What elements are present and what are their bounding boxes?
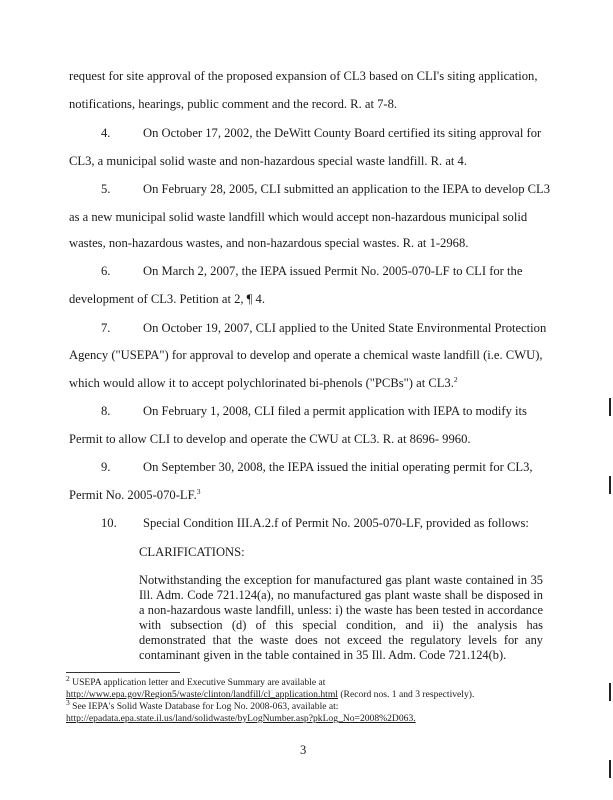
scan-mark (609, 476, 611, 494)
scan-mark (609, 398, 611, 416)
paragraph-number: 5. (101, 182, 111, 196)
paragraph-line (69, 376, 458, 391)
footnote-text: (Record nos. 1 and 3 respectively). (337, 689, 475, 700)
footnote-link[interactable]: http://www.epa.gov/Region5/waste/clinton/landfill/cl_application.html (66, 689, 338, 700)
paragraph-first-line: On September 30, 2008, the IEPA issued the initial operating permit for CL3, (143, 460, 533, 474)
text-line: request for site approval of the proposed expansion of CL3 based on CLI's siting application, (69, 69, 538, 83)
paragraph-first-line: On October 17, 2002, the DeWitt County Board certified its siting approval for (143, 126, 542, 140)
text-line: notifications, hearings, public comment and the record. R. at 7-8. (69, 97, 398, 111)
paragraph-first-line: On February 1, 2008, CLI filed a permit application with IEPA to modify its (143, 404, 527, 418)
page-number: 3 (300, 743, 307, 757)
quote-body: Notwithstanding the exception for manufactured gas plant waste contained in 35 Ill. Adm. Code 721.124(a), no manufactured gas plant waste shall be disposed in a non-hazardous waste landfill, unless: i) the waste has been tested in accordance with subsection (d) of this special condition, and ii) the analysis has demonstrated that the waste does not exceed the regulatory levels for any contaminant given in the table contained in 35 Ill. Adm. Code 721.124(b). (139, 573, 543, 662)
paragraph-line (69, 488, 200, 503)
paragraph-line-text: which would allow it to accept polychlorinated bi-phenols ("PCBs") at CL3. (69, 376, 454, 390)
footnote-text: USEPA application letter and Executive Summary are available at (69, 677, 326, 688)
footnote-divider (66, 672, 180, 673)
footnote-3 (66, 697, 339, 713)
paragraph-line: development of CL3. Petition at 2, ¶ 4. (69, 292, 265, 306)
footnote-3-cont (66, 713, 416, 725)
paragraph-number: 8. (101, 404, 111, 418)
paragraph-number: 9. (101, 460, 111, 474)
scan-mark (609, 760, 611, 778)
paragraph-line: CL3, a municipal solid waste and non-hazardous special waste landfill. R. at 4. (69, 154, 468, 168)
paragraph-number: 7. (101, 321, 111, 335)
footnote-link[interactable]: http://epadata.epa.state.il.us/land/solidwaste/byLogNumber.asp?pkLog_No=2008%2D063. (66, 713, 416, 724)
paragraph-first-line: On March 2, 2007, the IEPA issued Permit No. 2005-070-LF to CLI for the (143, 264, 523, 278)
quote-heading: CLARIFICATIONS: (139, 545, 245, 559)
footnote-ref: 3 (196, 486, 201, 496)
footnote-mark: 2 (66, 673, 70, 683)
paragraph-line-text: Permit No. 2005-070-LF. (69, 488, 197, 502)
paragraph-first-line: On October 19, 2007, CLI applied to the United State Environmental Protection (143, 321, 547, 335)
footnote-2-cont (66, 689, 474, 701)
footnote-mark: 3 (66, 697, 70, 707)
paragraph-line: wastes, non-hazardous wastes, and non-hazardous special wastes. R. at 1-2968. (69, 236, 469, 250)
paragraph-number: 10. (101, 516, 117, 530)
footnote-ref: 2 (453, 374, 458, 384)
footnote-2 (66, 673, 326, 689)
paragraph-number: 6. (101, 264, 111, 278)
footnote-text: See IEPA's Solid Waste Database for Log No. 2008-063, available at: (69, 701, 339, 712)
paragraph-line: Agency ("USEPA") for approval to develop and operate a chemical waste landfill (i.e. CWU), (69, 348, 543, 362)
scan-mark (609, 683, 611, 701)
paragraph-first-line: Special Condition III.A.2.f of Permit No. 2005-070-LF, provided as follows: (143, 516, 529, 530)
paragraph-first-line: On February 28, 2005, CLI submitted an application to the IEPA to develop CL3 (143, 182, 551, 196)
paragraph-line: as a new municipal solid waste landfill which would accept non-hazardous municipal solid (69, 210, 528, 224)
paragraph-line: Permit to allow CLI to develop and operate the CWU at CL3. R. at 8696- 9960. (69, 432, 471, 446)
paragraph-number: 4. (101, 126, 111, 140)
